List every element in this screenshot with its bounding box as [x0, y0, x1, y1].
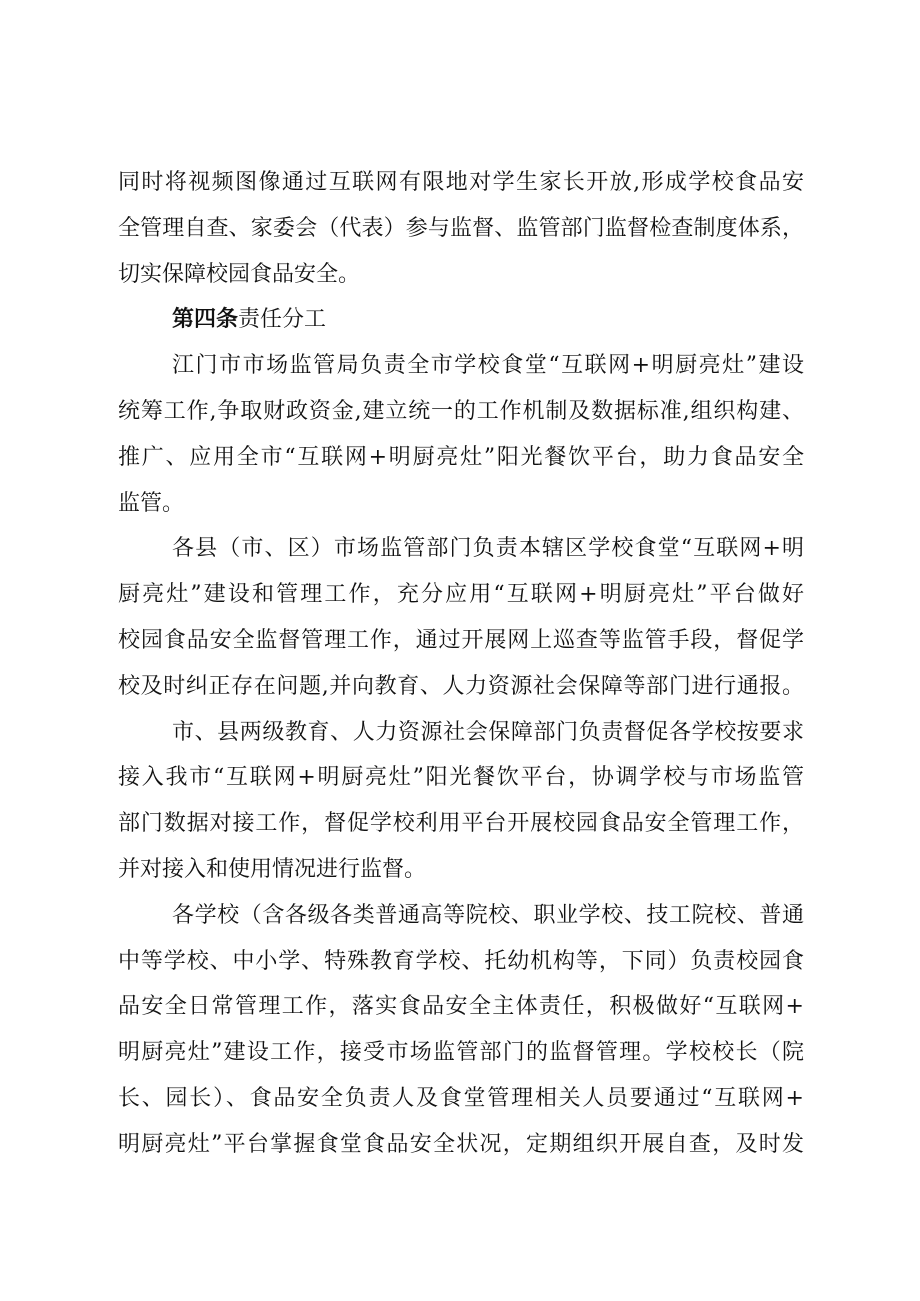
- document-page: [118, 160, 804, 1168]
- text-line: 并对接入和使用情况进行监督。: [118, 856, 427, 882]
- text-line: 部门数据对接工作，督促学校利用平台开展校园食品安全管理工作，: [118, 811, 804, 837]
- text-line: 切实保障校园食品安全。: [118, 261, 361, 287]
- paragraph: [118, 526, 804, 709]
- text-line: 各县（市、区）市场监管部门负责本辖区学校食堂“互联网+明: [172, 536, 804, 562]
- paragraph-intro-continuation: [118, 160, 804, 297]
- article-heading: [118, 297, 804, 343]
- text-line: 品安全日常管理工作，落实食品安全主体责任，积极做好“互联网+: [118, 994, 804, 1020]
- article-number: 第四条: [172, 306, 239, 333]
- text-line: 接入我市“互联网+明厨亮灶”阳光餐饮平台，协调学校与市场监管: [118, 765, 804, 791]
- text-line: 推广、应用全市“互联网+明厨亮灶”阳光餐饮平台，助力食品安全: [118, 444, 804, 470]
- paragraph: [118, 710, 804, 893]
- paragraph: [118, 893, 804, 1168]
- text-line: 统筹工作,争取财政资金,建立统一的工作机制及数据标准,组织构建、: [118, 398, 804, 424]
- text-line: 明厨亮灶”建设工作，接受市场监管部门的监督管理。学校校长（院: [118, 1040, 804, 1066]
- article-title: 责任分工: [238, 307, 327, 333]
- text-line: 校及时纠正存在问题,并向教育、人力资源社会保障等部门进行通报。: [118, 673, 804, 699]
- text-line: 同时将视频图像通过互联网有限地对学生家长开放,形成学校食品安: [118, 170, 804, 195]
- text-line: 校园食品安全监督管理工作，通过开展网上巡查等监管手段，督促学: [118, 627, 804, 653]
- text-line: 全管理自查、家委会（代表）参与监督、监管部门监督检查制度体系，: [118, 215, 804, 241]
- text-line: 江门市市场监管局负责全市学校食堂“互联网+明厨亮灶”建设: [172, 353, 804, 379]
- text-line: 长、园长）、食品安全负责人及食堂管理相关人员要通过“互联网+: [118, 1085, 804, 1111]
- text-line: 各学校（含各级各类普通高等院校、职业学校、技工院校、普通: [172, 902, 804, 928]
- text-line: 市、县两级教育、人力资源社会保障部门负责督促各学校按要求: [172, 719, 804, 745]
- text-line: 监管。: [118, 490, 185, 516]
- text-line: 明厨亮灶”平台掌握食堂食品安全状况，定期组织开展自查，及时发: [118, 1131, 804, 1157]
- text-line: 中等学校、中小学、特殊教育学校、托幼机构等，下同）负责校园食: [118, 948, 804, 974]
- paragraph: [118, 343, 804, 526]
- text-line: 厨亮灶”建设和管理工作，充分应用“互联网+明厨亮灶”平台做好: [118, 582, 804, 608]
